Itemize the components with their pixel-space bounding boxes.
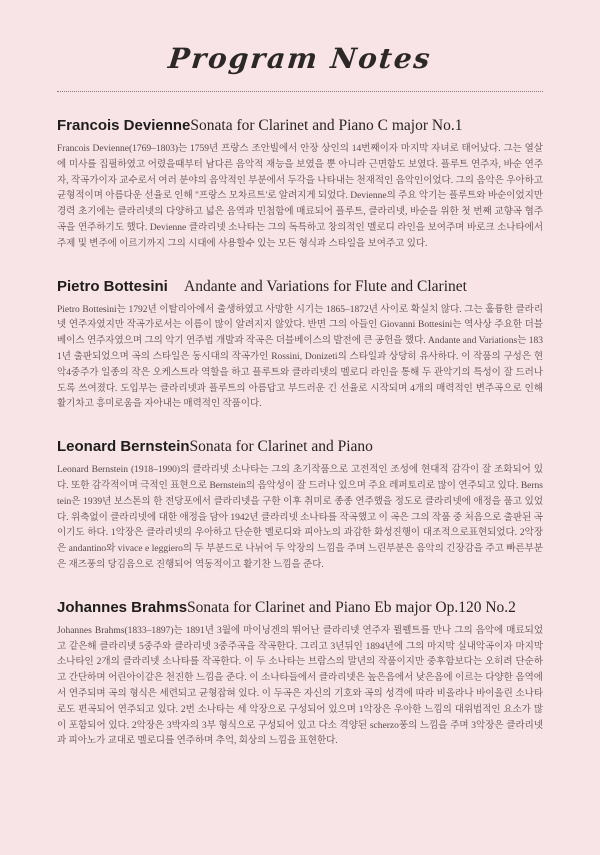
program-note-text: Pietro Bottesini는 1792년 이탈리아에서 출생하였고 사망한 시기는 1865–1872년 사이로 확실치 않다. 그는 훌륭한 클라리넷 연주자였지만 작곡가로서는 이름이 많이 알려지지 않았다. 반면 그의 아들인 Giovanni Bottesini는 역사상 주요한 더블베이스 연주자였으며 그의 악기 연주법 개발과 작곡은 더블베이스의 발전에 큰 공헌을 했다. Andante and Variations는 1831년 출판되었으며 곡의 스타일은 동시대의 작곡가인 Rossini, Donizeti의 스타일과 상당히 유사하다. 이 작품의 구성은 현악4중주가 일종의 작은 오케스트라 역할을 하고 플루트와 클라리넷의 멜로디 라인을 통해 두 관악기의 특성이 잘 드러나도록 쓰여졌다. 도입부는 클라리넷과 플루트의 아름답고 부드러운 긴 선율로 시작되며 4개의 매력적인 변주곡으로 인해 활기차고 흥미로움을 자아내는 매력적인 작품이다.	[57, 304, 543, 410]
composer-name: Leonard Bernstein	[57, 438, 190, 456]
section-heading	[57, 599, 543, 617]
section-brahms	[57, 599, 543, 750]
piece-title: Andante and Variations for Flute and Clarinet	[184, 277, 467, 295]
divider-line	[57, 91, 543, 92]
page-title: Program Notes	[166, 42, 434, 75]
section-heading	[57, 117, 543, 135]
section-bernstein	[57, 438, 543, 574]
piece-title: Sonata for Clarinet and Piano Eb major Op.120 No.2	[187, 598, 516, 616]
piece-title: Sonata for Clarinet and Piano	[189, 438, 373, 456]
section-heading	[57, 278, 543, 296]
composer-name: Francois Devienne	[57, 117, 191, 134]
composer-name: Johannes Brahms	[57, 598, 188, 616]
program-note-text: Francois Devienne(1769–1803)는 1759년 프랑스 조안빌에서 안장 상인의 14번째이자 마지막 자녀로 태어났다. 그는 열살에 미사를 집필하였고 어렸을때부터 남다른 음악적 재능을 보였을 뿐 아니라 근면함도 보였다. 플루트 연주자, 바순 연주자, 작곡가이자 교수로서 여러 분야의 음악적인 부분에서 두각을 나타내는 천재적인 음악인이었다. 그의 음악은 우아하고 균형적이며 아름다운 선율로 인해 "프랑스 모차르트'로 알려지게 되었다. Devienne의 주요 악기는 플루트와 바순이었지만 경력 초기에는 클라리넷의 다양하고 넓은 음역과 민첩함에 매료되어 플루트, 클라리넷, 바순을 위한 첫 번째 교향곡 협주곡을 연주하기도 했다. Devienne 클라리넷 소나타는 그의 독특하고 창의적인 멜로디 라인을 보여주며 바로크 소나타에서 주제 및 변주에 이르기까지 그의 시대에 사용할수 있는 모든 형식과 스타일을 보여주고 있다.	[57, 144, 543, 249]
program-note-text: Johannes Brahms(1833–1897)는 1891년 3월에 마이닝겐의 뛰어난 클라리넷 연주자 뮐펠트를 만나 그의 음악에 매료되었고 같은해 클라리넷 5중주와 클라리넷 3중주곡을 작곡한다. 그리고 3년뒤인 1894년에 그의 마지막 실내악곡이자 마지막 소나타인 2개의 클라리넷 소나타를 작곡한다. 이 두 소나타는 브람스의 말년의 작품이지만 중후함보다는 오히려 단순하고 간단하며 어린아이같은 천진한 느낌을 준다. 이 소나타들에서 클라리넷은 높은음에서 낮은음에 이르는 다양한 음역에서 연주되며 곡의 형식은 세련되고 균형잡혀 있다. 이 두곡은 자신의 기호와 곡의 성격에 따라 비올라나 바이올린 소나타로도 편곡되어 연주되고 있다. 2번 소나타는 세 악장으로 구성되어 있으며 1악장은 우아한 느낌의 대위법적인 요소가 많이 포함되어 있다. 2악장은 3박자의 3부 형식으로 구성되어 있고 다소 격양된 scherzo풍의 느낌을 주며 3악장은 클라리넷과 피아노가 교대로 멜로디를 연주하며 추억, 회상의 느낌을 표현한다.	[57, 625, 543, 747]
piece-title: Sonata for Clarinet and Piano C major No.1	[190, 117, 463, 134]
section-bottesini	[57, 278, 543, 414]
composer-name: Pietro Bottesini	[57, 277, 168, 295]
section-devienne	[57, 117, 543, 253]
section-heading	[57, 438, 543, 456]
program-note-text: Leonard Bernstein (1918–1990)의 클라리넷 소나타는 그의 초기작품으로 고전적인 조성에 현대적 감각이 잘 조화되어 있다. 또한 감각적이며 극적인 표현으로 Bernstein의 음악성이 잘 드러나 있으며 주요 레퍼토리로 많이 연주되고 있다. Bernstein은 1939년 보스톤의 한 전당포에서 클라리넷을 구한 이후 취미로 종종 연주했을 정도로 클라리넷에 애정을 품고 있었다. 위축없이 클라리넷에 대한 애정을 담아 1942년 클라리넷 소나타를 작곡했고 이 곡은 그의 작품 중 처음으로 출판된 곡이기도 하다. 1악장은 클라리넷의 우아하고 단순한 멜로디와 피아노의 과감한 화성진행이 대조적으로표현되었다. 2악장은 andantino와 vivace e leggiero의 두 부분드로 나뉘어 두 악장의 느낌을 주며 느린부분은 음악의 긴장감을 주고 빠른부분은 재즈풍의 당김음으로 진행되어 역동적이고 활기찬 느낌을 준다.	[57, 465, 543, 570]
